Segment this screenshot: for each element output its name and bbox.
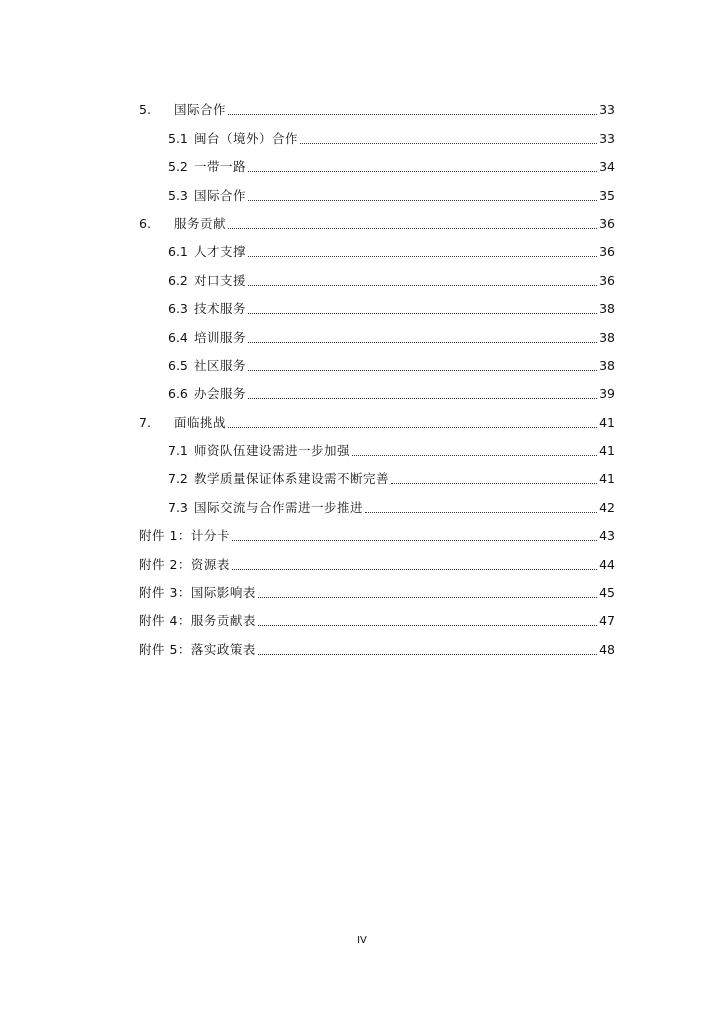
toc-entry-number: 6.1 [168,244,188,260]
toc-entry[interactable] [139,90,615,118]
toc-entry-page: 36 [599,272,615,288]
toc-entry[interactable] [139,346,615,374]
toc-entry-page: 38 [599,329,615,345]
toc-entry-number: 7.2 [168,471,188,487]
toc-entry-page: 36 [599,215,615,231]
toc-dot-leader [228,113,597,115]
toc-entry-page: 47 [599,613,615,629]
toc-entry-page: 35 [599,187,615,203]
toc-entry-title: 附件 4：服务贡献表 [139,613,256,629]
toc-entry-page: 43 [599,528,615,544]
toc-entry-title: 对口支援 [194,272,247,288]
toc-entry[interactable] [139,260,615,288]
toc-entry-title: 办会服务 [194,386,247,402]
toc-entry-number: 5.3 [168,187,188,203]
toc-entry-number: 7.3 [168,499,188,515]
toc-entry[interactable] [139,516,615,544]
toc-entry-title: 技术服务 [194,301,247,317]
toc-entry-title: 社区服务 [194,357,247,373]
toc-entry-page: 41 [599,471,615,487]
toc-entry-title: 师资队伍建设需进一步加强 [194,443,351,459]
toc-dot-leader [248,312,597,314]
toc-entry[interactable] [139,118,615,146]
toc-entry[interactable] [139,204,615,232]
toc-dot-leader [248,284,597,286]
toc-entry-page: 39 [599,386,615,402]
toc-entry[interactable] [139,601,615,629]
toc-dot-leader [258,653,597,655]
toc-entry[interactable] [139,544,615,572]
toc-entry-number: 6.3 [168,301,188,317]
page-number: IV [357,935,367,946]
toc-entry-page: 34 [599,159,615,175]
toc-entry-number: 5.1 [168,130,188,146]
toc-entry-page: 45 [599,585,615,601]
toc-dot-leader [300,142,597,144]
toc-entry-number: 6.6 [168,386,188,402]
toc-entry-page: 41 [599,443,615,459]
toc-entry[interactable] [139,487,615,515]
toc-dot-leader [365,511,597,513]
toc-dot-leader [391,482,597,484]
toc-entry-title: 人才支撑 [194,244,247,260]
toc-entry-title: 国际合作 [194,187,247,203]
toc-entry[interactable] [139,402,615,430]
toc-entry-title: 培训服务 [194,329,247,345]
toc-entry-title: 国际交流与合作需进一步推进 [194,499,364,515]
toc-entry[interactable] [139,374,615,402]
toc-entry-page: 41 [599,414,615,430]
toc-entry-title: 一带一路 [194,159,247,175]
toc-entry-page: 48 [599,641,615,657]
toc-dot-leader [352,454,597,456]
toc-entry[interactable] [139,289,615,317]
toc-entry[interactable] [139,147,615,175]
toc-entry-number: 6.5 [168,357,188,373]
toc-entry[interactable] [139,573,615,601]
toc-entry-number: 6.4 [168,329,188,345]
toc-entry-title: 闽台（境外）合作 [194,130,299,146]
toc-entry-number: 5. [139,102,151,118]
toc-entry-page: 33 [599,102,615,118]
toc-dot-leader [258,624,597,626]
toc-entry-title: 附件 5：落实政策表 [139,641,256,657]
toc-dot-leader [232,539,597,541]
toc-dot-leader [228,227,597,229]
toc-dot-leader [248,170,597,172]
toc-entry-title: 附件 2：资源表 [139,556,230,572]
toc-entry-page: 38 [599,301,615,317]
toc-entry[interactable] [139,459,615,487]
toc-dot-leader [232,568,597,570]
table-of-contents [139,90,615,658]
toc-entry[interactable] [139,317,615,345]
toc-entry-page: 36 [599,244,615,260]
toc-entry[interactable] [139,232,615,260]
toc-entry-title: 服务贡献 [174,215,227,231]
toc-dot-leader [258,596,597,598]
toc-entry[interactable] [139,431,615,459]
toc-entry[interactable] [139,629,615,657]
toc-entry-number: 7.1 [168,443,188,459]
toc-entry-number: 7. [139,414,151,430]
toc-entry-title: 国际合作 [174,102,227,118]
toc-entry-number: 6.2 [168,272,188,288]
toc-entry-page: 42 [599,499,615,515]
toc-entry-title: 附件 1：计分卡 [139,528,230,544]
toc-dot-leader [248,369,597,371]
toc-entry-page: 44 [599,556,615,572]
toc-dot-leader [248,199,597,201]
toc-dot-leader [228,426,597,428]
toc-entry-title: 附件 3：国际影响表 [139,585,256,601]
toc-entry-page: 33 [599,130,615,146]
toc-entry-page: 38 [599,357,615,373]
toc-dot-leader [248,397,597,399]
toc-entry-number: 5.2 [168,159,188,175]
toc-entry-title: 教学质量保证体系建设需不断完善 [194,471,390,487]
toc-dot-leader [248,255,597,257]
toc-entry-number: 6. [139,215,151,231]
toc-entry[interactable] [139,175,615,203]
toc-entry-title: 面临挑战 [174,414,227,430]
toc-dot-leader [248,341,597,343]
